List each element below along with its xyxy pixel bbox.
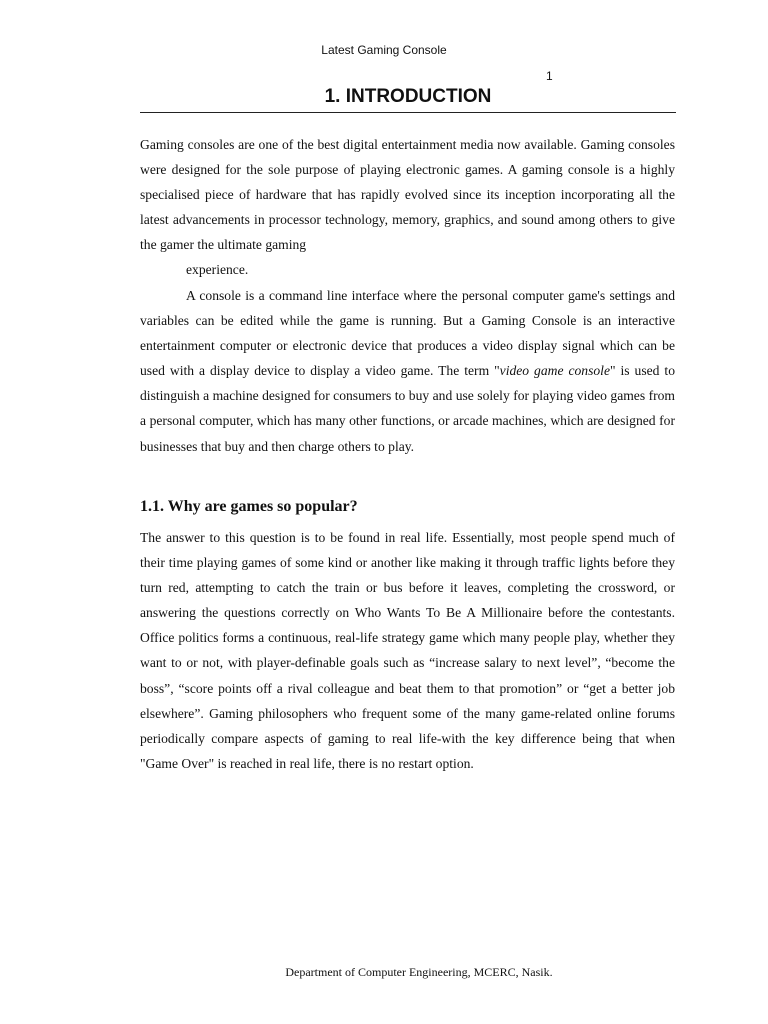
intro-paragraph-2: [140, 283, 675, 459]
chapter-title: 1. INTRODUCTION: [140, 86, 676, 113]
intro-paragraph-2-end: " is used to distinguish a machine designed for consumers to buy and use solely for playing video games from a personal computer, which has many other functions, or arcade machines, which are designed for businesses that buy and then charge others to play.: [140, 363, 675, 454]
running-header: Latest Gaming Console: [321, 43, 447, 57]
section-heading-why-popular: 1.1. Why are games so popular?: [140, 498, 358, 515]
intro-paragraph-2-start: A console is a command line interface where the personal computer game's settings and variables can be edited while the game is running. But a Gaming Console is an interactive entertainment computer or electronic device that produces a video display signal which can be used with a display device to display a video game. The term ": [140, 288, 675, 379]
intro-paragraph-1: Gaming consoles are one of the best digital entertainment media now available. Gaming consoles were designed for the sole purpose of playing electronic games. A gaming console is a highly specialised piece of hardware that has rapidly evolved since its inception incorporating all the latest advancements in processor technology, memory, graphics, and sound among others to give the gamer the ultimate gaming: [140, 137, 675, 253]
page-number: 1: [546, 69, 553, 83]
intro-paragraph-1-tail: experience.: [186, 262, 249, 277]
intro-paragraph-2-italic-term: video game console: [499, 363, 610, 379]
section-paragraph-why-popular: The answer to this question is to be found in real life. Essentially, most people spend much of their time playing games of some kind or another like making it through traffic lights before they turn red, attempting to catch the train or bus before it leaves, completing the crossword, or answering the questions correctly on Who Wants To Be A Millionaire before the contestants. Office politics forms a continuous, real-life strategy game which many people play, whether they want to or not, with player-definable goals such as “increase salary to next level”, “become the boss”, “score points off a rival colleague and beat them to that promotion” or “get a better job elsewhere”. Gaming philosophers who frequent some of the many game-related online forums periodically compare aspects of gaming to real life-with the key difference being that when "Game Over" is reached in real life, there is no restart option.: [140, 530, 675, 771]
page-footer: Department of Computer Engineering, MCERC, Nasik.: [285, 965, 553, 979]
